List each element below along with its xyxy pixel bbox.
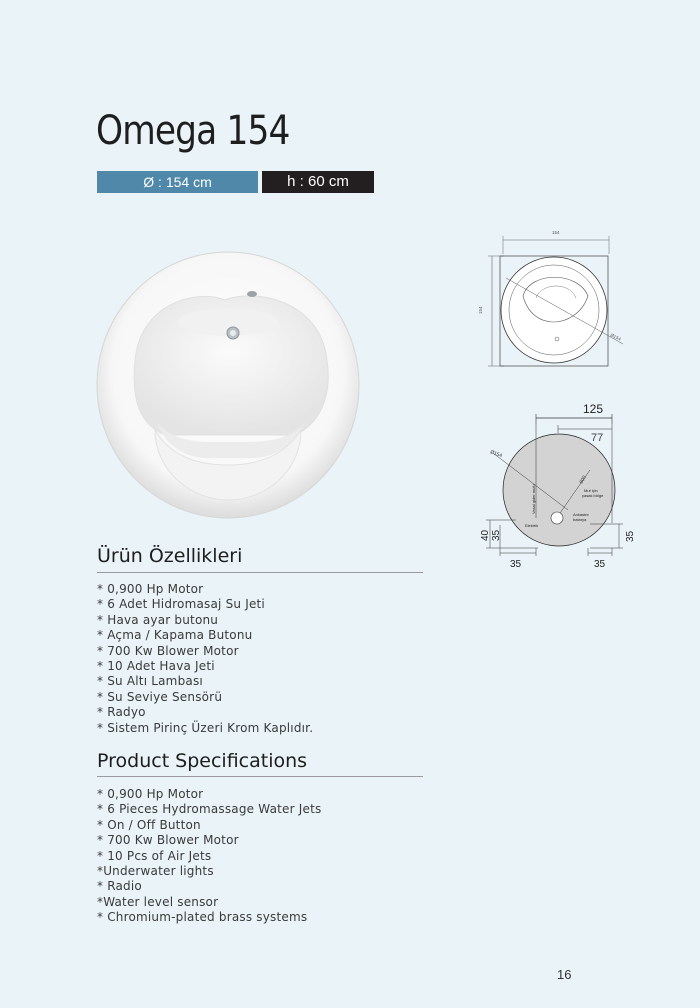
section-title-turkish: Ürün Özellikleri (97, 545, 243, 567)
list-item: * Hava ayar butonu (97, 612, 219, 627)
plan-dim-40: 40 (480, 529, 491, 541)
list-item: * 6 Adet Hidromasaj Su Jeti (97, 597, 265, 612)
plan-label-ankastre-2: batarya (573, 517, 587, 522)
product-title: Omega 154 (96, 108, 290, 154)
spec-list-english (97, 787, 321, 926)
list-item: * Su Seviye Sensörü (97, 689, 223, 704)
plan-dim-35-bottom-left: 35 (510, 559, 522, 570)
list-item: * 6 Pieces Hydromassage Water Jets (97, 802, 322, 817)
installation-plan-diagram (478, 398, 638, 573)
list-item: * 700 Kw Blower Motor (97, 833, 239, 848)
list-item: * Chromium-plated brass systems (97, 910, 308, 925)
plan-label-ankastre-1: Ankastre (573, 512, 589, 517)
top-dim-height: 154 (478, 306, 483, 314)
plan-label-drain: Vasal gider mufu (531, 484, 536, 514)
list-item: * Sistem Pirinç Üzeri Krom Kaplıdır. (97, 720, 314, 735)
bathtub-photo (95, 250, 365, 522)
top-dim-diameter: Ø154 (609, 332, 622, 342)
list-item: *Water level sensor (97, 894, 219, 909)
plan-label-muf-2: yasak bölge (582, 493, 604, 498)
list-item: * 10 Pcs of Air Jets (97, 848, 212, 863)
top-view-diagram (478, 226, 628, 376)
list-item: * 0,900 Hp Motor (97, 787, 204, 801)
plan-dim-125: 125 (583, 402, 604, 416)
list-item: *Underwater lights (97, 863, 214, 878)
plan-dim-35-bottom-right: 35 (594, 559, 606, 570)
plan-dim-77: 77 (591, 432, 604, 444)
plan-dim-35-left: 35 (491, 529, 502, 541)
spec-list-turkish (97, 582, 313, 736)
height-badge: h : 60 cm (262, 171, 374, 193)
list-item: * Açma / Kapama Butonu (97, 628, 253, 643)
list-item: * Su Altı Lambası (97, 674, 203, 689)
section-rule-english (97, 776, 423, 777)
plan-dim-diameter: Ø154 (489, 449, 503, 460)
top-dim-width: 154 (552, 230, 560, 235)
plan-label-elektrik: Elektrik (525, 523, 539, 528)
list-item: * Radyo (97, 705, 146, 720)
plan-dim-600: 600 (578, 474, 588, 485)
list-item: * 0,900 Hp Motor (97, 582, 204, 596)
diameter-badge: Ø : 154 cm (97, 171, 258, 193)
list-item: * 700 Kw Blower Motor (97, 643, 239, 658)
plan-dim-35-right: 35 (625, 530, 636, 542)
section-rule-turkish (97, 572, 423, 573)
page-number: 16 (557, 967, 572, 982)
list-item: * Radio (97, 879, 142, 894)
list-item: * 10 Adet Hava Jeti (97, 658, 215, 673)
plan-label-muf-1: Muf için (584, 488, 598, 493)
section-title-english: Product Specifications (97, 750, 308, 772)
list-item: * On / Off Button (97, 817, 201, 832)
